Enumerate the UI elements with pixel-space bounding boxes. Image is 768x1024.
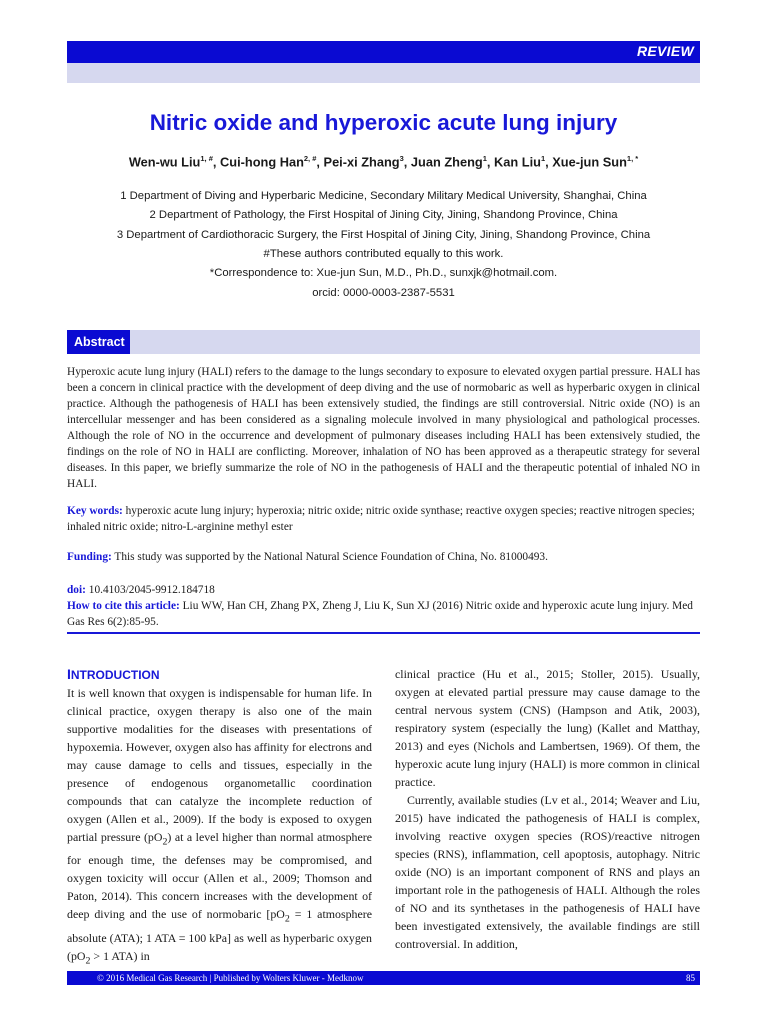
body-text: Currently, available studies (Lv et al., 2014; Weaver and Liu, 2015) have indicated the pathogenesis of HALI is complex, involving reactive oxygen species (ROS)/reactive nitrogen species (RNS), inflammation, cell apoptosis, autophagy. Nitric oxide (NO) is an important component of RNS and plays an important role in the pathogenesis of HALI. Although the roles of NO and its synthetases in the pathogenesis of HALI have been investigated extensively, the available findings are still controversial. In addition, bbox=[395, 793, 700, 951]
author-name: Xue-jun Sun bbox=[552, 154, 627, 170]
keywords bbox=[67, 503, 700, 535]
body-text: It is well known that oxygen is indispensable for human life. In clinical practice, oxygen therapy is also one of the main supportive modalities for the diseases with presentations of hypoxemia. However, oxygen also has affinity for electrons and may cause damage to cells and tissues, especially in the presence of endogenous organometallic coordination compounds that can catalyze the incomplete reduction of oxygen (Allen et al., 2009). If the body is exposed to oxygen partial pressure (pO bbox=[67, 686, 372, 844]
author-affil-mark: 3 bbox=[399, 154, 404, 163]
how-to-cite bbox=[67, 598, 700, 630]
author-affil-mark: 1 bbox=[482, 154, 487, 163]
subscript: 2 bbox=[284, 913, 290, 925]
author-list: Wen-wu Liu$^{1, \#}$, Cui-hong Han$^{2, \#}$, Pei-xi Zhang$^3$, Juan Zheng$^1$, Kan Liu$^1$, Xue-jun Sun$^{1, *}$ bbox=[128, 154, 639, 170]
page-number: 85 bbox=[686, 973, 695, 983]
correspondence-line: *Correspondence to: Xue-jun Sun, M.D., Ph.D., sunxjk@hotmail.com. bbox=[209, 267, 558, 279]
affiliation-line: 2 Department of Pathology, the First Hospital of Jining City, Jining, Shandong Province, China bbox=[149, 209, 618, 221]
body-text: ) at a level higher than normal atmosphere for enough time, the defenses may be compromised, and oxygen toxicity will occur (Allen et al., 2009; Thomson and Paton, 2014). This concern increases with the development of deep diving and the use of normobaric [pO bbox=[67, 830, 372, 922]
footer-bar bbox=[67, 971, 700, 985]
body-text: > 1 ATA) in bbox=[90, 948, 150, 963]
doi-label: doi: bbox=[67, 584, 86, 596]
author-name: Kan Liu bbox=[494, 154, 541, 170]
author-affil-mark: 1 bbox=[540, 154, 546, 163]
funding bbox=[67, 549, 700, 565]
author-name: Pei-xi Zhang bbox=[323, 154, 400, 170]
how-to-cite-label: How to cite this article: bbox=[67, 600, 180, 612]
author-affil-mark: 1, * bbox=[626, 154, 639, 163]
funding-label: Funding: bbox=[67, 551, 112, 563]
body-column-right bbox=[395, 665, 700, 953]
body-text: clinical practice (Hu et al., 2015; Stoller, 2015). Usually, oxygen at elevated partial pressure may cause damage to the central nervous system (CNS) (Hampson and Atik, 2003), respiratory system (especially the lung) (Kallet and Matthay, 2013) and eyes (Nichols and Lambertsen, 1969). Of them, the hyperoxic acute lung injury (HALI) is more common in clinical practice. bbox=[395, 667, 700, 789]
subscript: 2 bbox=[162, 836, 168, 848]
abstract-heading-bar bbox=[67, 330, 700, 354]
author-affil-mark: 1, # bbox=[200, 154, 213, 163]
article-title: Nitric oxide and hyperoxic acute lung injury bbox=[149, 110, 618, 135]
author-affil-mark: 2, # bbox=[303, 154, 317, 163]
keywords-text: hyperoxic acute lung injury; hyperoxia; nitric oxide; nitric oxide synthase; reactive oxygen species; reactive nitrogen species; inhaled nitric oxide; nitro-L-arginine methyl ester bbox=[67, 505, 695, 533]
subscript: 2 bbox=[85, 955, 91, 967]
funding-text: This study was supported by the National Natural Science Foundation of China, No. 81000493. bbox=[114, 551, 548, 563]
body-column-left bbox=[67, 665, 372, 970]
keywords-label: Key words: bbox=[67, 505, 123, 517]
introduction-heading-initial: I bbox=[67, 666, 71, 682]
abstract-text: Hyperoxic acute lung injury (HALI) refers to the damage to the lungs secondary to exposure to elevated oxygen partial pressure. HALI has been a concern in clinical practice with the development of deep diving and the use of normobaric as well as hyperbaric oxygen in clinical practice. Although the pathogenesis of HALI has been extensively studied, the findings are still controversial. Nitric oxide (NO) is an intercellular messenger and has been considered as a signaling molecule involved in many physiological and pathological processes. Although the role of NO in the occurrence and development of pulmonary diseases including HALI has been extensively studied, the findings on the role of NO in HALI are conflicting. Moreover, inhalation of NO has been approved as a therapeutic strategy for several diseases. In this paper, we briefly summarize the role of NO in the pathogenesis of HALI and the therapeutic potential of inhaled NO in HALI. bbox=[67, 366, 700, 490]
doi bbox=[67, 582, 700, 598]
abstract-heading: Abstract bbox=[67, 330, 130, 354]
author-name: Juan Zheng bbox=[410, 154, 483, 170]
affiliation-line: 1 Department of Diving and Hyperbaric Medicine, Secondary Military Medical University, Shanghai, China bbox=[120, 190, 647, 202]
section-label: REVIEW bbox=[636, 43, 694, 59]
doi-value[interactable]: 10.4103/2045-9912.184718 bbox=[88, 584, 215, 596]
equal-contribution-note: #These authors contributed equally to this work. bbox=[263, 248, 504, 260]
affiliation-line: 3 Department of Cardiothoracic Surgery, the First Hospital of Jining City, Jining, Shandong Province, China bbox=[116, 229, 651, 241]
author-name: Wen-wu Liu bbox=[128, 154, 201, 170]
orcid-line: orcid: 0000-0003-2387-5531 bbox=[312, 287, 455, 299]
author-name: Cui-hong Han bbox=[220, 154, 304, 170]
how-to-cite-text: Liu WW, Han CH, Zhang PX, Zheng J, Liu K, Sun XJ (2016) Nitric oxide and hyperoxic acute lung injury. Med Gas Res 6(2):85-95. bbox=[67, 600, 693, 628]
section-divider bbox=[67, 632, 700, 634]
footer-copyright: © 2016 Medical Gas Research | Published by Wolters Kluwer - Medknow bbox=[97, 973, 364, 983]
body-text: = 1 atmosphere absolute (ATA); 1 ATA = 100 kPa] as well as hyperbaric oxygen (pO bbox=[67, 907, 372, 963]
introduction-heading bbox=[67, 665, 372, 684]
section-header-band bbox=[67, 63, 700, 83]
section-header-bar bbox=[67, 41, 700, 63]
introduction-heading-rest: NTRODUCTION bbox=[70, 668, 160, 682]
